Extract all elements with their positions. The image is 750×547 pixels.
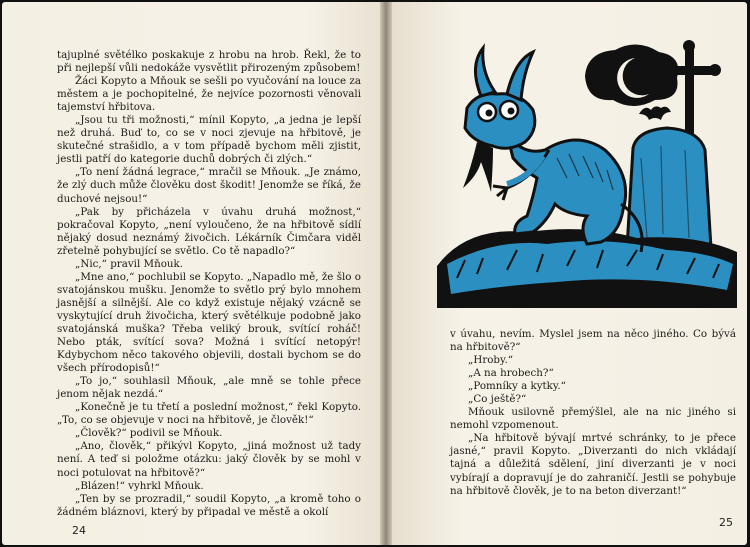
paragraph: v úvahu, nevím. Myslel jsem na něco jiného. Co bývá na hřbitově?“	[450, 328, 736, 354]
left-page	[2, 2, 380, 545]
creature-beard	[463, 142, 493, 192]
creature-left-horn	[475, 48, 495, 96]
bat-icon	[639, 106, 671, 120]
paragraph: „Mne ano,“ pochlubil se Kopyto. „Napadlo mě, že šlo o svatojánskou mušku. Jenomže to světlo prý bylo mnohem jasnější a silnější. Ale co když existuje nějaký vzácně se vyskytující druh živočicha, který světélkuje podobně jako svatojánská muška? Třeba veliký brouk, svítící roháč! Nebo pták, svítící sova? Možná i svítící netopýr! Kdybychom něco takového objevili, dostali bychom se do všech přírodopisů!“	[57, 270, 361, 375]
graveyard-creature-illustration	[437, 38, 737, 308]
right-page-text	[450, 328, 736, 498]
paragraph: „Blázen!“ vyhrkl Mňouk.	[75, 479, 204, 492]
paragraph: tajuplné světélko poskakuje z hrobu na hrob. Řekl, že to při nejlepší vůli nedokáže vysvětlit přirozeným způsobem!	[57, 49, 361, 75]
creature-body	[507, 134, 626, 244]
left-page-text	[57, 49, 361, 519]
paragraph: „A na hrobech?“	[468, 367, 554, 380]
paragraph: „Pak by přicházela v úvahu druhá možnost,“ pokračoval Kopyto, „není vyloučeno, že na hřbitově sídlí nějaký dosud neznámý živočich. Lékárník Čimčara viděl zřetelně pohybující se světlo. Co tě napadlo?“	[57, 205, 361, 257]
paragraph: „To není žádná legrace,“ mračil se Mňouk. „Je známo, že zlý duch může člověku dost škodit! Jenomže se říká, že duchové nejsou!“	[57, 166, 361, 205]
creature-right-horn	[507, 52, 533, 100]
paragraph: „Nic,“ pravil Mňouk.	[75, 257, 184, 270]
paragraph: „Jsou tu tři možnosti,“ mínil Kopyto, „a jedna je lepší než druhá. Buď to, co se v noci zjevuje na hřbitově, je skutečné strašidlo, a v tom případě bychom měli zjistit, jestli patří do kategorie duchů dobrých či zlých.“	[57, 114, 361, 166]
book-gutter	[380, 2, 392, 545]
paragraph: Žáci Kopyto a Mňouk se sešli po vyučování na louce za městem a je pochopitelné, že nejvíce pozornosti věnovali tajemství hřbitova.	[57, 75, 361, 114]
paragraph: „Hroby.“	[468, 354, 514, 367]
right-page	[392, 2, 747, 545]
right-page-number: 25	[719, 516, 733, 529]
paragraph: „Pomníky a kytky.“	[468, 380, 566, 393]
paragraph: „Ten by se prozradil,“ soudil Kopyto, „a kromě toho o žádném bláznovi, který by připadal ve městě a okolí	[57, 492, 361, 518]
paragraph: „Co ještě?“	[468, 393, 527, 406]
paragraph: „Konečně je tu třetí a poslední možnost,“ řekl Kopyto. „To, co se objevuje v noci na hřbitově, je člověk!“	[57, 401, 361, 427]
paragraph: „Člověk?“ podivil se Mňouk.	[75, 427, 223, 440]
creature-head	[465, 94, 535, 148]
paragraph: „Ano, člověk,“ přikývl Kopyto, „jiná možnost už tady není. A teď si položme otázku: jaký člověk by se mohl v noci potulovat na hřbitově?“	[57, 440, 361, 479]
paragraph: „Na hřbitově bývají mrtvé schránky, to je přece jasné,“ pravil Kopyto. „Diverzanti do nich vkládají tajná a důležitá sdělení, jiní diverzanti je v noci vybírají a dopravují je do zahraničí. Jestli se pohybuje na hřbitově člověk, je to na beton diverzant!“	[450, 432, 736, 497]
paragraph: „To jo,“ souhlasil Mňouk, „ale mně se tohle přece jenom nějak nezdá.“	[57, 375, 361, 401]
left-page-number: 24	[72, 524, 86, 537]
paragraph: Mňouk usilovně přemýšlel, ale na nic jiného si nemohl vzpomenout.	[450, 406, 736, 432]
